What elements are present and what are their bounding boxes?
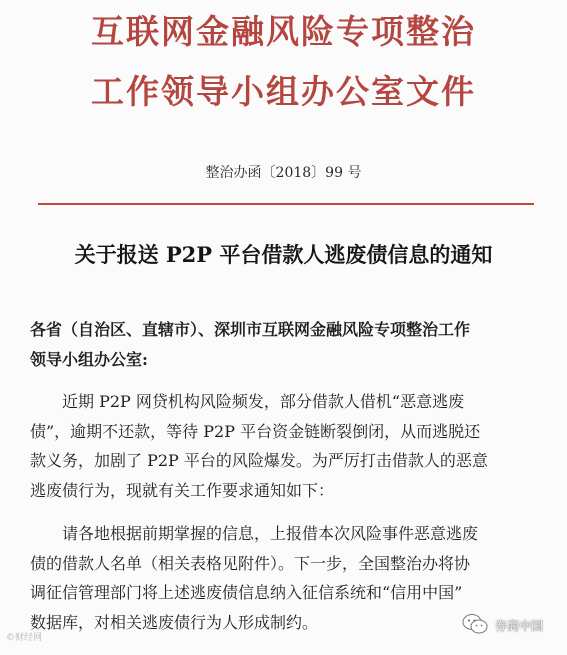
document-header-line1: 互联网金融风险专项整治 [91, 12, 476, 51]
watermark-left: ©财经网 [6, 633, 43, 643]
body-paragraph-2: 请各地根据前期掌握的信息，上报借本次风险事件恶意逃废 债的借款人名单（相关表格见附件）。下一步，全国整治办将协 调征信管理部门将上述逃废债信息纳入征信系统和“信用中国” 数据库，对相关逃废债行为人形成制约。 [30, 524, 479, 632]
watermark-right: 券商中国 [495, 619, 544, 633]
wechat-icon [462, 613, 488, 635]
document-header-line2: 工作领导小组办公室文件 [91, 72, 476, 111]
notice-title: 关于报送 P2P 平台借款人逃废债信息的通知 [74, 242, 493, 267]
document-number: 整治办函〔2018〕99 号 [205, 165, 362, 181]
body-paragraph-1: 近期 P2P 网贷机构风险频发，部分借款人借机“恶意逃废 债”，逾期不还款，等待 P2P 平台资金链断裂倒闭，从而逃脱还 款义务，加剧了 P2P 平台的风险爆发。为严厉打击借款人的恶意 逃废债行为，现就有关工作要求通知如下： [30, 392, 488, 500]
red-divider [38, 203, 534, 205]
addressee: 各省（自治区、直辖市）、深圳市互联网金融风险专项整治工作 领导小组办公室: [30, 320, 471, 369]
